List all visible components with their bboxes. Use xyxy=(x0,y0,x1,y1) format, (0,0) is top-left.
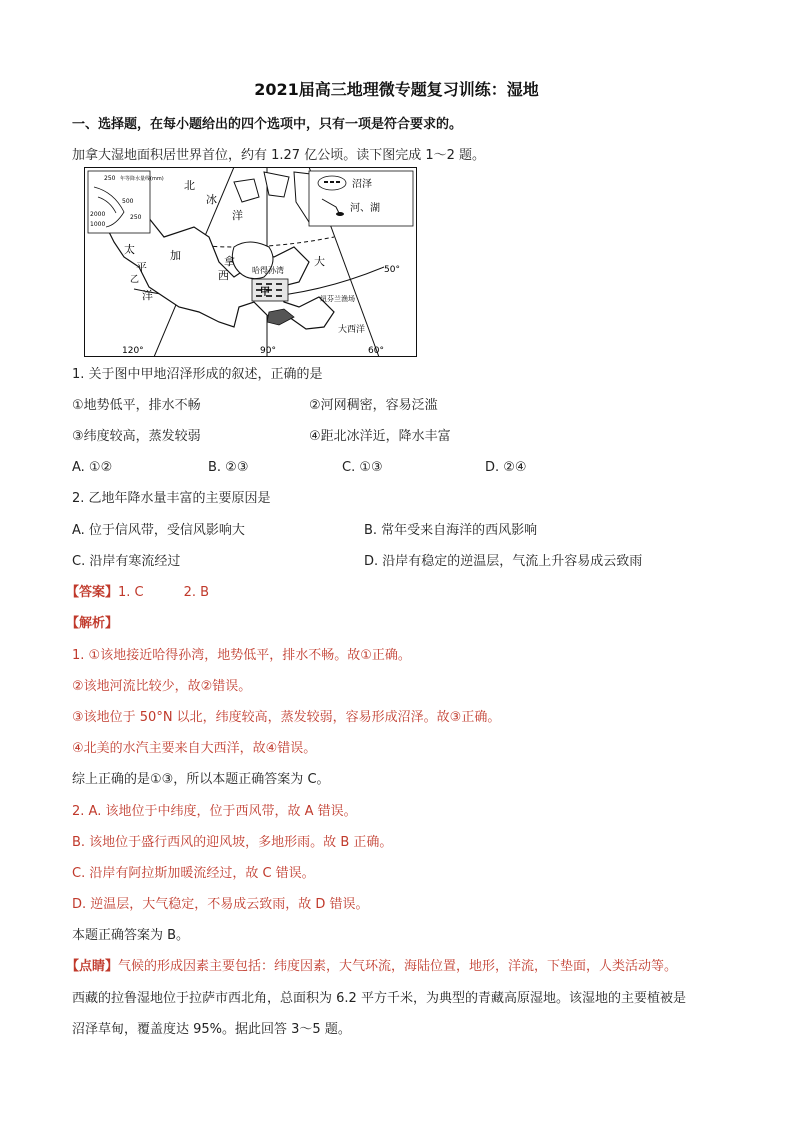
label-hudson-bay: 哈得孙湾 xyxy=(252,266,284,275)
analysis-line-10: 本题正确答案为 B。 xyxy=(72,928,190,943)
q1-statement-2: ②河网稠密，容易泛滥 xyxy=(309,398,438,413)
canada-wetland-map xyxy=(84,167,417,357)
tip-line xyxy=(66,958,677,976)
tip-text: 气候的形成因素主要包括：纬度因素，大气环流，海陆位置，地形，洋流，下垫面，人类活动等。 xyxy=(118,959,678,974)
analysis-line-1: 1. ①该地接近哈得孙湾，地势低平，排水不畅。故①正确。 xyxy=(72,648,411,663)
page-title: 2021届高三地理微专题复习训练：湿地 xyxy=(254,80,539,99)
analysis-line-5: 综上正确的是①③，所以本题正确答案为 C。 xyxy=(72,772,330,787)
analysis-line-6: 2. A. 该地位于中纬度，位于西风带，故 A 错误。 xyxy=(72,804,357,819)
label-jia-mark: 甲 xyxy=(260,287,270,298)
q1-option-b: B. ②③ xyxy=(208,460,249,475)
inset-2000: 2000 xyxy=(90,211,106,218)
q2-option-c: C. 沿岸有寒流经过 xyxy=(72,554,181,569)
q1-statement-4: ④距北冰洋近，降水丰富 xyxy=(309,429,451,444)
answer-line xyxy=(66,584,209,602)
analysis-line-4: ④北美的水汽主要来自大西洋，故④错误。 xyxy=(72,741,317,756)
inset-250b: 250 xyxy=(130,214,142,221)
answer-1: 1. C xyxy=(118,585,144,600)
q1-statement-3: ③纬度较高，蒸发较弱 xyxy=(72,429,201,444)
analysis-line-2: ②该地河流比较少，故②错误。 xyxy=(72,679,252,694)
label-bing: 冰 xyxy=(206,193,217,206)
map-legend xyxy=(309,171,413,226)
inset-title: 年等降水量线(mm) xyxy=(120,176,164,182)
legend-river-label: 河、湖 xyxy=(350,203,380,214)
label-ping: 平 xyxy=(136,261,147,274)
analysis-line-7: B. 该地位于盛行西风的迎风坡，多地形雨。故 B 正确。 xyxy=(72,835,393,850)
label-lon120: 120° xyxy=(122,346,144,356)
q2-stem: 2. 乙地年降水量丰富的主要原因是 xyxy=(72,491,271,506)
q2-option-a: A. 位于信风带，受信风影响大 xyxy=(72,523,245,538)
legend-marsh-label: 沼泽 xyxy=(352,179,372,190)
answer-2: 2. B xyxy=(183,585,210,600)
inset-500: 500 xyxy=(122,198,134,205)
analysis-tag: 【解析】 xyxy=(66,616,119,631)
intro-paragraph: 加拿大湿地面积居世界首位，约有 1.27 亿公顷。读下图完成 1～2 题。 xyxy=(72,148,486,163)
inset-250: 250 xyxy=(104,175,116,182)
label-na: 拿 xyxy=(224,255,235,268)
label-lon60: 60° xyxy=(368,346,384,356)
answer-tag: 【答案】 xyxy=(66,585,119,600)
map-svg xyxy=(84,167,417,357)
label-bei: 北 xyxy=(184,179,195,192)
q1-stem: 1. 关于图中甲地沼泽形成的叙述，正确的是 xyxy=(72,367,323,382)
analysis-line-9: D. 逆温层，大气稳定，不易成云致雨，故 D 错误。 xyxy=(72,897,369,912)
label-lon90: 90° xyxy=(260,346,276,356)
label-newfoundland: 纽芬兰渔场 xyxy=(320,295,355,303)
label-lat50: 50° xyxy=(384,265,400,275)
intro2-line-1: 西藏的拉鲁湿地位于拉萨市西北角，总面积为 6.2 平方千米，为典型的青藏高原湿地。该湿地的主要植被是 xyxy=(72,991,686,1006)
label-yi-mark: 乙 xyxy=(130,275,140,285)
label-xi: 西 xyxy=(218,269,229,282)
analysis-line-8: C. 沿岸有阿拉斯加暖流经过，故 C 错误。 xyxy=(72,866,315,881)
intro2-line-2: 沼泽草甸，覆盖度达 95%。据此回答 3～5 题。 xyxy=(72,1022,351,1037)
q1-statement-1: ①地势低平，排水不畅 xyxy=(72,398,201,413)
label-yang: 洋 xyxy=(232,209,243,222)
q2-option-d: D. 沿岸有稳定的逆温层，气流上升容易成云致雨 xyxy=(364,554,643,569)
label-tai: 太 xyxy=(124,243,135,256)
inset-1000: 1000 xyxy=(90,221,106,228)
q2-option-b: B. 常年受来自海洋的西风影响 xyxy=(364,523,538,538)
tip-tag: 【点睛】 xyxy=(66,959,119,974)
marsh-area xyxy=(252,279,288,301)
q1-option-a: A. ①② xyxy=(72,460,113,475)
label-da: 大 xyxy=(314,255,325,268)
label-jia: 加 xyxy=(170,249,181,262)
label-yang2: 洋 xyxy=(142,289,153,302)
q1-option-d: D. ②④ xyxy=(485,460,527,475)
label-atlantic: 大西洋 xyxy=(338,325,366,335)
q1-option-c: C. ①③ xyxy=(342,460,383,475)
section-heading: 一、选择题，在每小题给出的四个选项中，只有一项是符合要求的。 xyxy=(72,117,463,132)
analysis-line-3: ③该地位于 50°N 以北，纬度较高，蒸发较弱，容易形成沼泽。故③正确。 xyxy=(72,710,501,725)
